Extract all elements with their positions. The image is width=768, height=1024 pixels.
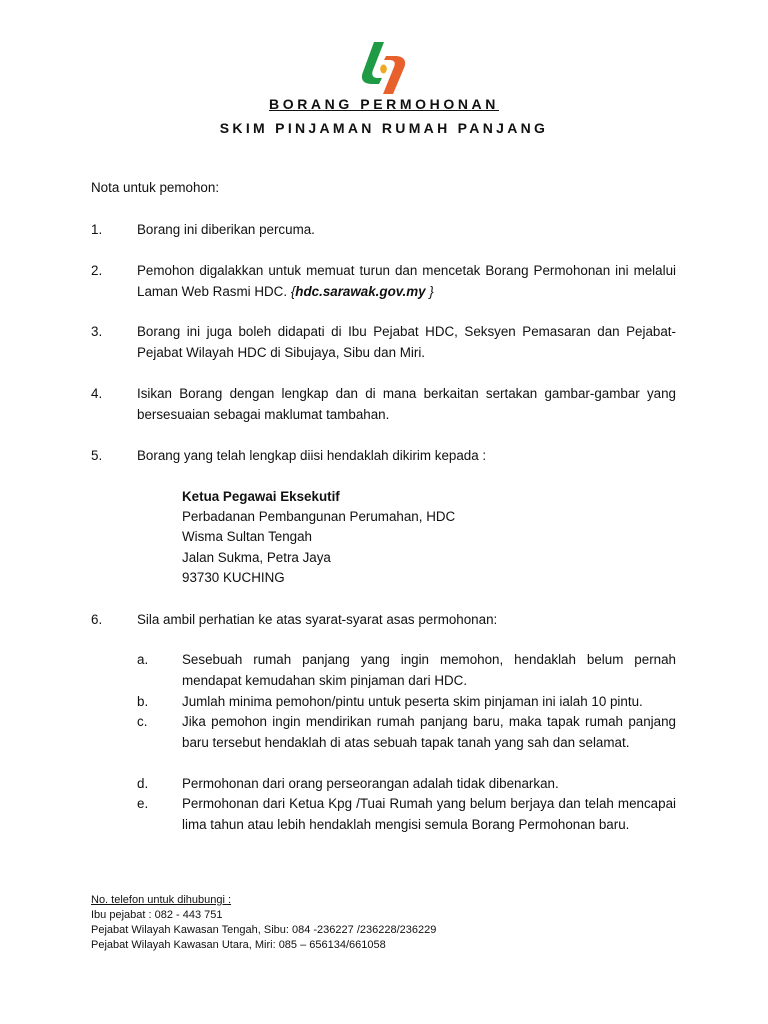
contact-heading: No. telefon untuk dihubungi : [91, 894, 232, 906]
condition-text: Jumlah minima pemohon/pintu untuk peserta skim pinjaman ini ialah 10 pintu. [182, 694, 643, 709]
condition-letter: a. [137, 652, 149, 667]
note-number: 2. [91, 263, 103, 278]
address-line: 93730 KUCHING [182, 570, 285, 585]
note-number: 4. [91, 386, 103, 401]
condition-text: Permohonan dari Ketua Kpg /Tuai Rumah yang belum berjaya dan telah mencapai lima tahun atau lebih hendaklah mengisi semula Borang Permohonan baru. [182, 796, 676, 832]
hdc-logo [360, 42, 408, 94]
contact-line: Ibu pejabat : 082 - 443 751 [91, 909, 223, 921]
note-text: Sila ambil perhatian ke atas syarat-syarat asas permohonan: [137, 612, 498, 627]
note-number: 5. [91, 448, 103, 463]
note-text: Isikan Borang dengan lengkap dan di mana berkaitan sertakan gambar-gambar yang bersesuaian sebagai maklumat tambahan. [137, 386, 676, 422]
note-number: 6. [91, 612, 103, 627]
website-link[interactable]: hdc.sarawak.gov.my [295, 283, 426, 299]
address-line: Wisma Sultan Tengah [182, 529, 313, 544]
condition-letter: d. [137, 776, 149, 791]
note-text: Borang yang telah lengkap diisi hendaklah dikirim kepada : [137, 448, 487, 463]
contact-line: Pejabat Wilayah Kawasan Tengah, Sibu: 084 -236227 /236228/236229 [91, 924, 437, 936]
note-text: Borang ini diberikan percuma. [137, 222, 315, 237]
form-subtitle: SKIM PINJAMAN RUMAH PANJANG [219, 120, 549, 136]
address-line: Jalan Sukma, Petra Jaya [182, 550, 331, 565]
note-number: 1. [91, 222, 103, 237]
notes-intro: Nota untuk pemohon: [91, 180, 220, 195]
address-line: Perbadanan Pembangunan Perumahan, HDC [182, 509, 456, 524]
note-item: Pemohon digalakkan untuk memuat turun dan mencetak Borang Permohonan ini melalui Laman Web Rasmi HDC. {hdc.sarawak.gov.my } [137, 263, 676, 299]
address-recipient: Ketua Pegawai Eksekutif [182, 489, 340, 504]
condition-letter: e. [137, 796, 149, 811]
condition-text: Permohonan dari orang perseorangan adalah tidak dibenarkan. [182, 776, 559, 791]
condition-text: Sesebuah rumah panjang yang ingin memohon, hendaklah belum pernah mendapat kemudahan skim pinjaman dari HDC. [182, 652, 676, 688]
contact-line: Pejabat Wilayah Kawasan Utara, Miri: 085 – 656134/661058 [91, 939, 386, 951]
condition-letter: b. [137, 694, 149, 709]
condition-letter: c. [137, 714, 148, 729]
note-number: 3. [91, 324, 103, 339]
condition-text: Jika pemohon ingin mendirikan rumah panjang baru, maka tapak rumah panjang baru tersebut hendaklah di atas sebuah tapak tanah yang sah dan selamat. [182, 714, 676, 750]
form-title: BORANG PERMOHONAN [269, 96, 499, 112]
note-text: Pemohon digalakkan untuk memuat turun dan mencetak Borang Permohonan ini melalui Laman Web Rasmi HDC. [137, 263, 676, 299]
note-text: Borang ini juga boleh didapati di Ibu Pejabat HDC, Seksyen Pemasaran dan Pejabat-Pejabat Wilayah HDC di Sibujaya, Sibu dan Miri. [137, 324, 676, 360]
